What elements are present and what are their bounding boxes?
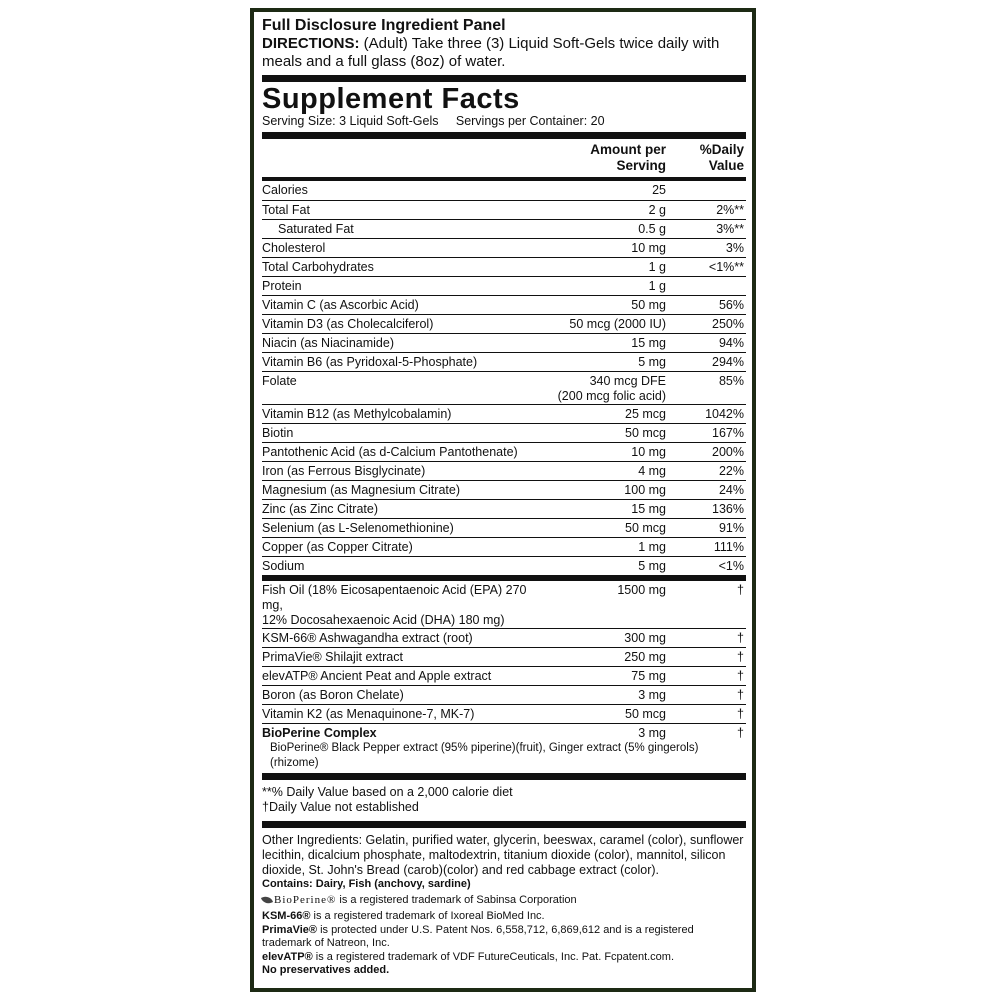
table-row <box>262 685 746 704</box>
row-dv: † <box>737 726 744 740</box>
ksm-trademark: KSM-66® is a registered trademark of Ixoreal BioMed Inc. <box>262 910 545 922</box>
serving-info <box>262 114 746 129</box>
table-row <box>262 257 746 276</box>
table-row <box>262 423 746 442</box>
row-dv: 167% <box>712 426 744 440</box>
row-amount: 50 mcg (2000 IU) <box>569 317 666 331</box>
table-row <box>262 518 746 537</box>
row-sub: BioPerine® Black Pepper extract (95% piperine)(fruit), Ginger extract (5% gingerols)(rhizome) <box>270 742 699 769</box>
row-name: Magnesium (as Magnesium Citrate) <box>262 483 460 497</box>
table-row <box>262 666 746 685</box>
row-name: Boron (as Boron Chelate) <box>262 688 404 702</box>
row-amount: 300 mg <box>624 631 666 645</box>
column-header <box>262 139 746 177</box>
leaf-icon <box>261 894 273 905</box>
table-row <box>262 295 746 314</box>
row-dv: † <box>737 583 744 597</box>
directions-label: DIRECTIONS: <box>262 35 360 52</box>
row-name: Zinc (as Zinc Citrate) <box>262 502 378 516</box>
row-name: PrimaVie® Shilajit extract <box>262 650 403 664</box>
row-dv: 111% <box>713 540 744 554</box>
row-amount: 50 mcg <box>625 707 666 721</box>
table-row <box>262 581 746 628</box>
row-dv: 3% <box>725 241 744 255</box>
row-dv: 56% <box>718 298 744 312</box>
table-row <box>262 333 746 352</box>
row-amount: 5 mg <box>638 355 666 369</box>
table-row <box>262 704 746 723</box>
row-amount: 1 mg <box>638 540 666 554</box>
row-name: BioPerine Complex <box>262 726 377 740</box>
bioperine-tm-text: is a registered trademark of Sabinsa Corporation <box>339 893 577 906</box>
row-name: KSM-66® Ashwagandha extract (root) <box>262 631 473 645</box>
table-row <box>262 238 746 257</box>
row-name: Saturated Fat <box>278 222 354 236</box>
row-amount: 340 mcg DFE (200 mcg folic acid) <box>557 374 666 403</box>
row-amount: 3 mg <box>638 726 666 740</box>
row-name: Vitamin D3 (as Cholecalciferol) <box>262 317 434 331</box>
bioperine-logo: BioPerine® <box>274 893 337 906</box>
table-row <box>262 723 746 771</box>
row-dv: 250% <box>712 317 744 331</box>
row-dv: <1% <box>718 559 744 573</box>
supplement-panel <box>250 8 756 992</box>
no-preservatives: No preservatives added. <box>262 964 390 976</box>
row-amount: 5 mg <box>638 559 666 573</box>
row-name: Fish Oil (18% Eicosapentaenoic Acid (EPA) 270 mg, 12% Docosahexaenoic Acid (DHA) 180 mg) <box>262 583 527 627</box>
servings-per-container: Servings per Container: 20 <box>455 114 605 128</box>
row-amount: 1 g <box>648 279 666 293</box>
row-dv: 22% <box>718 464 744 478</box>
elevatp-trademark: elevATP® is a registered trademark of VDF FutureCeuticals, Inc. Pat. Fcpatent.com. <box>262 950 675 963</box>
nutrient-table <box>262 181 746 575</box>
footnote-not-established: †Daily Value not established <box>262 800 419 814</box>
blend-table <box>262 581 746 723</box>
divider-thick <box>262 821 746 828</box>
row-name: elevATP® Ancient Peat and Apple extract <box>262 669 492 683</box>
row-dv: 94% <box>718 336 744 350</box>
row-amount: 25 <box>652 183 666 197</box>
table-row <box>262 442 746 461</box>
row-dv: † <box>737 688 744 702</box>
row-dv: 136% <box>712 502 744 516</box>
bioperine-trademark <box>262 894 746 908</box>
row-amount: 10 mg <box>631 241 666 255</box>
row-name: Copper (as Copper Citrate) <box>262 540 413 554</box>
row-name: Vitamin B6 (as Pyridoxal-5-Phosphate) <box>262 355 478 369</box>
row-name: Total Carbohydrates <box>262 260 374 274</box>
row-name: Cholesterol <box>262 241 326 255</box>
row-name: Biotin <box>262 426 294 440</box>
row-dv: † <box>737 650 744 664</box>
row-dv: † <box>737 707 744 721</box>
row-amount: 4 mg <box>638 464 666 478</box>
row-dv: 294% <box>712 355 744 369</box>
row-dv: 3%** <box>716 222 744 236</box>
row-name: Vitamin B12 (as Methylcobalamin) <box>262 407 452 421</box>
row-name: Calories <box>262 183 308 197</box>
divider-thick <box>262 75 746 82</box>
dv-header: %Daily Value <box>699 142 744 173</box>
serving-size: Serving Size: 3 Liquid Soft-Gels <box>262 114 439 128</box>
table-row <box>262 181 746 200</box>
row-amount: 50 mg <box>631 298 666 312</box>
panel-title: Full Disclosure Ingredient Panel <box>262 17 506 34</box>
divider-thick <box>262 132 746 139</box>
row-amount: 15 mg <box>631 502 666 516</box>
table-row <box>262 404 746 423</box>
table-row <box>262 200 746 219</box>
row-amount: 2 g <box>648 203 666 217</box>
amount-header: Amount per Serving <box>590 142 666 173</box>
row-amount: 10 mg <box>631 445 666 459</box>
table-row <box>262 556 746 575</box>
table-row <box>262 537 746 556</box>
directions-text: (Adult) Take three (3) Liquid Soft-Gels twice daily with meals and a full glass (8oz) of water. <box>262 35 720 70</box>
row-name: Niacin (as Niacinamide) <box>262 336 394 350</box>
row-amount: 50 mcg <box>625 521 666 535</box>
other-ingredients: Other Ingredients: Gelatin, purified water, glycerin, beeswax, caramel (color), sunflower lecithin, dicalcium phosphate, maltodextrin, titanium dioxide (color), mannitol, silicon dioxide, St. John's Bread (carob)(color) and red cabbage extract (color). <box>262 833 744 877</box>
table-row <box>262 352 746 371</box>
divider-thick <box>262 773 746 780</box>
row-amount: 75 mg <box>631 669 666 683</box>
row-dv: <1%** <box>708 260 744 274</box>
row-name: Folate <box>262 374 297 388</box>
row-amount: 0.5 g <box>638 222 666 236</box>
table-row <box>262 499 746 518</box>
table-row <box>262 219 746 238</box>
row-dv: † <box>737 669 744 683</box>
row-name: Total Fat <box>262 203 310 217</box>
row-name: Protein <box>262 279 302 293</box>
row-dv: 85% <box>718 374 744 388</box>
row-amount: 1 g <box>648 260 666 274</box>
primavie-trademark: PrimaVie® is protected under U.S. Patent Nos. 6,558,712, 6,869,612 and is a registered trademark of Natreon, Inc. <box>262 923 694 949</box>
panel-content <box>262 16 746 978</box>
row-amount: 100 mg <box>624 483 666 497</box>
table-row <box>262 276 746 295</box>
table-row <box>262 647 746 666</box>
row-name: Pantothenic Acid (as d-Calcium Pantothenate) <box>262 445 518 459</box>
table-row <box>262 371 746 404</box>
row-dv: † <box>737 631 744 645</box>
table-row <box>262 480 746 499</box>
row-name: Vitamin K2 (as Menaquinone-7, MK-7) <box>262 707 475 721</box>
row-amount: 250 mg <box>624 650 666 664</box>
table-row <box>262 314 746 333</box>
row-amount: 1500 mg <box>617 583 666 597</box>
directions <box>262 35 746 71</box>
row-amount: 15 mg <box>631 336 666 350</box>
facts-title: Supplement Facts <box>262 83 520 115</box>
row-dv: 1042% <box>705 407 744 421</box>
row-dv: 200% <box>712 445 744 459</box>
footnote-dv: **% Daily Value based on a 2,000 calorie diet <box>262 785 513 799</box>
table-row <box>262 461 746 480</box>
contains: Contains: Dairy, Fish (anchovy, sardine) <box>262 878 471 890</box>
row-amount: 25 mcg <box>625 407 666 421</box>
row-name: Sodium <box>262 559 305 573</box>
row-dv: 91% <box>718 521 744 535</box>
row-amount: 3 mg <box>638 688 666 702</box>
row-amount: 50 mcg <box>625 426 666 440</box>
row-dv: 24% <box>718 483 744 497</box>
table-row <box>262 628 746 647</box>
row-name: Vitamin C (as Ascorbic Acid) <box>262 298 419 312</box>
row-name: Iron (as Ferrous Bisglycinate) <box>262 464 426 478</box>
row-name: Selenium (as L-Selenomethionine) <box>262 521 454 535</box>
row-dv: 2%** <box>716 203 744 217</box>
